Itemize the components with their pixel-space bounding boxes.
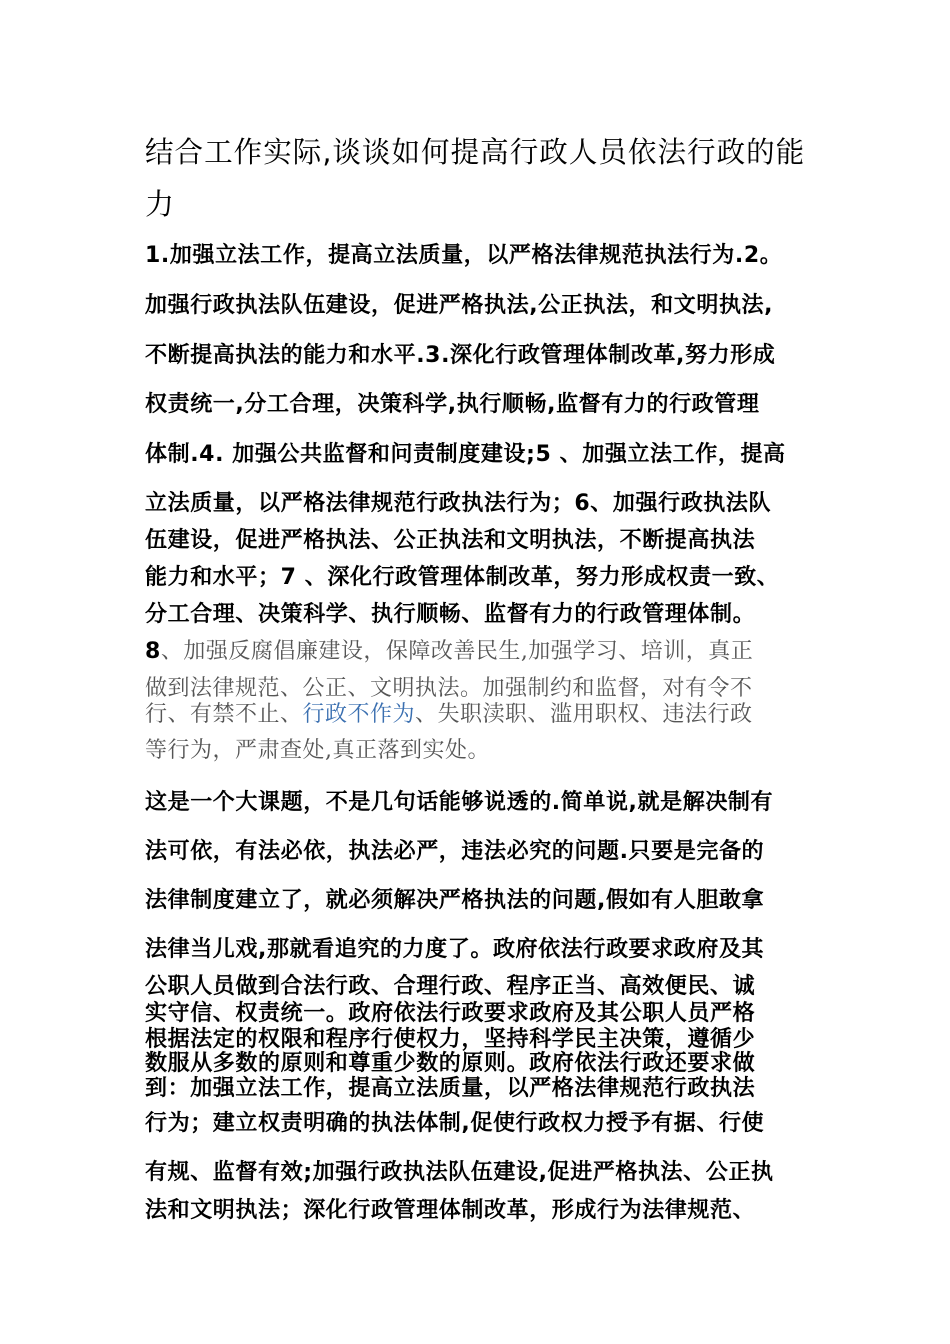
para1-line: 能力和水平；7 、深化行政管理体制改革，努力形成权责一致、 — [145, 565, 780, 590]
para1-line: 分工合理、决策科学、执行顺畅、监督有力的行政管理体制。 — [145, 602, 756, 627]
para2-line: 数服从多数的原则和尊重少数的原则。政府依法行政还要求做 — [145, 1051, 756, 1076]
para1-line: 加强行政执法队伍建设，促进严格执法,公正执法，和文明执法, — [145, 293, 774, 318]
document-title-line-1: 结合工作实际,谈谈如何提高行政人员依法行政的能 — [145, 135, 806, 169]
para1-line: 权责统一,分工合理，决策科学,执行顺畅,监督有力的行政管理 — [145, 392, 760, 417]
para1-gray-line — [145, 697, 753, 728]
para2-line: 到：加强立法工作，提高立法质量，以严格法律规范行政执法 — [145, 1076, 756, 1101]
document-title-line-2: 力 — [145, 187, 176, 221]
para2-line: 法律当儿戏,那就看追究的力度了。政府依法行政要求政府及其 — [145, 937, 765, 962]
gray-text: 、失职渎职、滥用职权、违法行政 — [415, 702, 753, 727]
inline-link[interactable]: 行政不作为 — [302, 702, 416, 727]
para1-line: 伍建设，促进严格执法、公正执法和文明执法，不断提高执法 — [145, 528, 756, 553]
para2-line: 公职人员做到合法行政、合理行政、程序正当、高效便民、诚 — [145, 974, 756, 999]
para1-gray-line: 做到法律规范、公正、文明执法。加强制约和监督，对有令不 — [145, 676, 753, 701]
para1-line: 1.加强立法工作，提高立法质量，以严格法律规范执法行为.2。 — [145, 243, 783, 268]
para2-line: 有规、监督有效;加强行政执法队伍建设,促进严格执法、公正执 — [145, 1160, 774, 1185]
para1-gray-line — [145, 634, 753, 665]
para2-line: 实守信、权责统一。政府依法行政要求政府及其公职人员严格 — [145, 1001, 756, 1026]
para2-line: 行为；建立权责明确的执法体制,促使行政权力授予有据、行使 — [145, 1111, 765, 1136]
para2-line: 根据法定的权限和程序行使权力，坚持科学民主决策，遵循少 — [145, 1027, 756, 1052]
gray-text: 、加强反腐倡廉建设，保障改善民生,加强学习、培训，真正 — [160, 639, 754, 664]
para2-line: 法可依，有法必依，执法必严，违法必究的问题.只要是完备的 — [145, 839, 765, 864]
para1-gray-line: 等行为，严肃查处,真正落到实处。 — [145, 738, 490, 763]
para1-line: 立法质量，以严格法律规范行政执法行为；6、加强行政执法队 — [145, 491, 772, 516]
para2-line: 法律制度建立了，就必须解决严格执法的问题,假如有人胆敢拿 — [145, 888, 765, 913]
para1-line: 不断提高执法的能力和水平.3.深化行政管理体制改革,努力形成 — [145, 343, 776, 368]
gray-text: 行、有禁不止、 — [145, 702, 303, 727]
para2-line: 法和文明执法；深化行政管理体制改革，形成行为法律规范、 — [145, 1198, 756, 1223]
para2-line: 这是一个大课题，不是几句话能够说透的.简单说,就是解决制有 — [145, 790, 774, 815]
item-number: 8 — [145, 639, 161, 664]
para1-line: 体制.4. 加强公共监督和问责制度建设;5 、加强立法工作，提高 — [145, 442, 786, 467]
